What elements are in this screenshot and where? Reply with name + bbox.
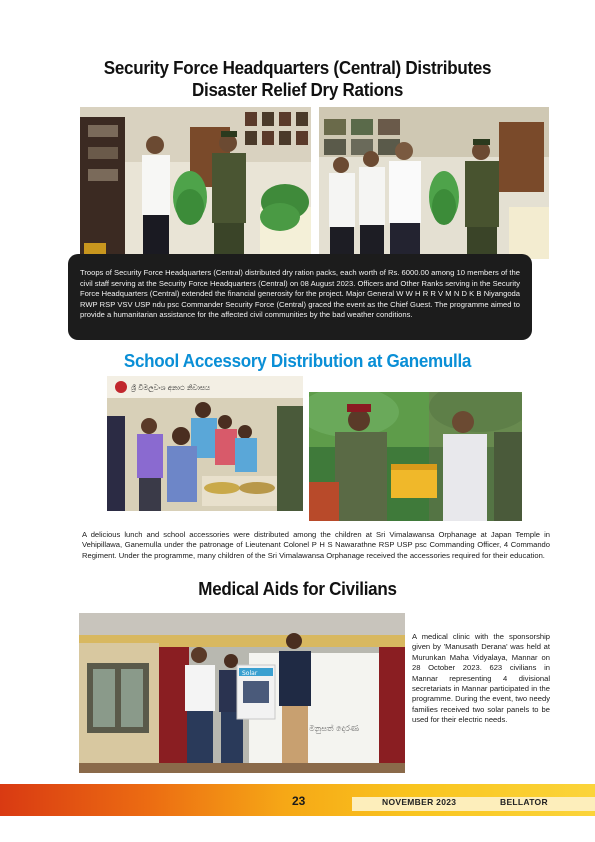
section2-title: School Accessory Distribution at Ganemulla	[123, 350, 472, 371]
section1-caption-box	[68, 254, 532, 340]
photo-ration-handover-2	[319, 107, 549, 259]
section3-body: A medical clinic with the sponsorship given by 'Manusath Derana' was held at Murunkan Maha Vidyalaya, Mannar on 28 October 2023. 623 civilians in Mannar representing 4 divisional secretariats in Mannar participated in the programme. During the event, two needy families received two solar panels to be used for their electric needs.	[412, 632, 550, 725]
photo-orphanage-lunch	[107, 376, 303, 511]
orphanage-banner-text: ශ්‍රී විමලවංශ අනාථ නිවාසය	[131, 384, 211, 392]
section1-title-line1: Security Force Headquarters (Central) Distributes	[103, 57, 492, 78]
photo-ration-handover-1	[80, 107, 311, 259]
manusath-banner-text: මනුසත් දෙරණ	[309, 724, 359, 733]
magazine-name: BELLATOR	[500, 797, 548, 807]
photo-accessory-handover	[309, 392, 522, 521]
section1-title	[79, 57, 516, 101]
section1-caption: Troops of Security Force Headquarters (Central) distributed dry ration packs, each worth of Rs. 6000.00 among 10 members of the civil staff serving at the Security Force Headquarters (Central) on 08 August 2023. Officers and Other Ranks serving in the Security Force Headquarters (Central) extended the financial generosity for the project. Major General W W H R R V M N D K B Niyangoda RWP RSP VSV USP ndu psc Commander Security Force (Central) graced the event as the Chief Guest. The programme aimed to provide a humanitarian assistance for the affected civil communities by the bad weather conditions.	[80, 268, 520, 320]
page-number: 23	[292, 794, 306, 808]
photo-solar-panel-handover	[79, 613, 405, 773]
issue-date: NOVEMBER 2023	[382, 797, 457, 807]
solar-panel-brand: Solar	[242, 670, 258, 677]
section1-title-line2: Disaster Relief Dry Rations	[191, 79, 404, 100]
section3-title: Medical Aids for Civilians	[198, 578, 397, 599]
section2-body: A delicious lunch and school accessories were distributed among the children at Sri Vimalawansa Orphanage at Japan Temple in Vehipillawa, Ganemulla under the patronage of Lieutenant Colonel P H S Nawarathne RSP USP psc Commanding Officer, 4 Commando Regiment. Under the programme, many children of the Sri Vimalawansa Orphanage received the accessories required for their education.	[82, 530, 550, 560]
